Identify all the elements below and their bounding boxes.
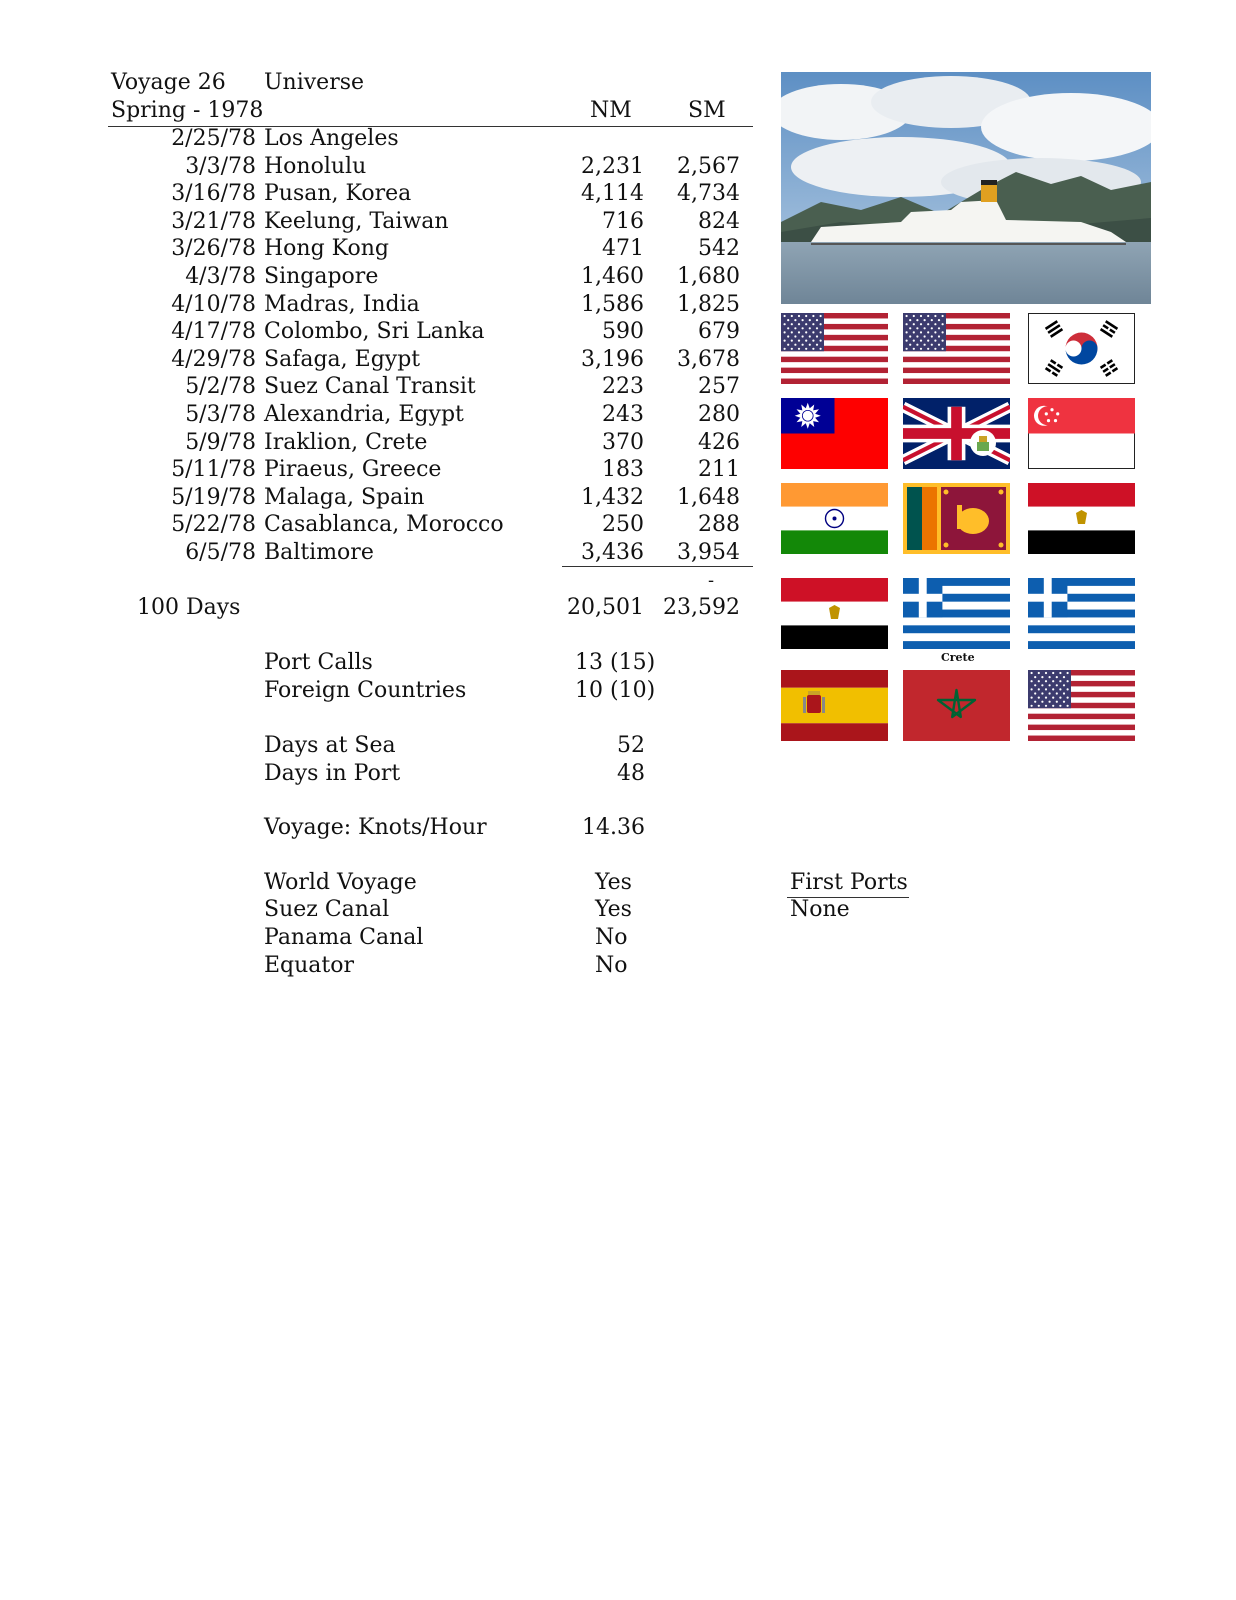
stat-value: 48 — [617, 761, 645, 786]
itinerary-port: Iraklion, Crete — [264, 430, 428, 455]
usa-flag-icon — [903, 313, 1010, 384]
itinerary-nm: 183 — [602, 457, 644, 482]
itinerary-date: 5/22/78 — [171, 512, 256, 537]
stat-label: Voyage: Knots/Hour — [264, 815, 487, 840]
itinerary-nm: 4,114 — [581, 181, 644, 206]
itinerary-nm: 3,436 — [581, 540, 644, 565]
stat-label: Foreign Countries — [264, 678, 467, 703]
itinerary-nm: 716 — [602, 209, 644, 234]
itinerary-date: 4/3/78 — [185, 264, 256, 289]
usa-flag-icon — [1028, 670, 1135, 741]
egypt-flag-icon — [1028, 483, 1135, 554]
itinerary-port: Casablanca, Morocco — [264, 512, 504, 537]
singapore-flag-icon — [1028, 398, 1135, 469]
taiwan-flag-icon — [781, 398, 888, 469]
itinerary-port: Safaga, Egypt — [264, 347, 421, 372]
voyage-season: Spring - 1978 — [111, 98, 264, 123]
stat-label: Port Calls — [264, 650, 373, 675]
itinerary-nm: 471 — [602, 236, 644, 261]
itinerary-nm: 223 — [602, 374, 644, 399]
stat-value: 14.36 — [582, 815, 645, 840]
itinerary-sm: 542 — [698, 236, 740, 261]
itinerary-nm: 3,196 — [581, 347, 644, 372]
sm-total-dash: - — [708, 570, 715, 591]
stat-label: Days in Port — [264, 761, 401, 786]
spain-flag-icon — [781, 670, 888, 741]
itinerary-date: 3/16/78 — [171, 181, 256, 206]
itinerary-date: 4/29/78 — [171, 347, 256, 372]
stat-label: Panama Canal — [264, 925, 424, 950]
itinerary-port: Baltimore — [264, 540, 374, 565]
usa-flag-icon — [781, 313, 888, 384]
itinerary-nm: 1,432 — [581, 485, 644, 510]
itinerary-sm: 426 — [698, 430, 740, 455]
itinerary-sm: 2,567 — [677, 154, 740, 179]
itinerary-sm: 211 — [698, 457, 740, 482]
itinerary-date: 4/17/78 — [171, 319, 256, 344]
total-days: 100 Days — [137, 595, 241, 620]
total-sm: 23,592 — [663, 595, 740, 620]
itinerary-sm: 824 — [698, 209, 740, 234]
itinerary-sm: 3,678 — [677, 347, 740, 372]
stat-value: 13 (15) — [575, 650, 656, 675]
itinerary-sm: 280 — [698, 402, 740, 427]
itinerary-nm: 243 — [602, 402, 644, 427]
itinerary-port: Los Angeles — [264, 126, 399, 151]
itinerary-port: Keelung, Taiwan — [264, 209, 449, 234]
itinerary-sm: 1,825 — [677, 292, 740, 317]
ship-photo — [781, 72, 1151, 304]
itinerary-date: 5/9/78 — [185, 430, 256, 455]
stat-value: 10 (10) — [575, 678, 656, 703]
itinerary-port: Honolulu — [264, 154, 367, 179]
stat-label: Equator — [264, 953, 355, 978]
itinerary-sm: 4,734 — [677, 181, 740, 206]
morocco-flag-icon — [903, 670, 1010, 741]
itinerary-port: Madras, India — [264, 292, 420, 317]
itinerary-nm: 250 — [602, 512, 644, 537]
voyage-number: Voyage 26 — [111, 70, 226, 95]
itinerary-sm: 679 — [698, 319, 740, 344]
itinerary-date: 3/21/78 — [171, 209, 256, 234]
stat-value: 52 — [617, 733, 645, 758]
sm-column-header: SM — [688, 98, 726, 123]
itinerary-date: 5/19/78 — [171, 485, 256, 510]
stat-label: Days at Sea — [264, 733, 396, 758]
itinerary-port: Pusan, Korea — [264, 181, 412, 206]
itinerary-date: 4/10/78 — [171, 292, 256, 317]
stat-value: No — [595, 925, 628, 950]
itinerary-sm: 1,680 — [677, 264, 740, 289]
stat-value: Yes — [595, 897, 632, 922]
sri-lanka-flag-icon — [903, 483, 1010, 554]
itinerary-port: Singapore — [264, 264, 379, 289]
itinerary-sm: 1,648 — [677, 485, 740, 510]
itinerary-nm: 590 — [602, 319, 644, 344]
india-flag-icon — [781, 483, 888, 554]
hong-kong-colonial-flag-icon — [903, 398, 1010, 469]
itinerary-port: Suez Canal Transit — [264, 374, 476, 399]
itinerary-date: 6/5/78 — [185, 540, 256, 565]
total-nm: 20,501 — [567, 595, 644, 620]
itinerary-port: Alexandria, Egypt — [264, 402, 464, 427]
itinerary-port: Colombo, Sri Lanka — [264, 319, 485, 344]
flag-caption: Crete — [941, 651, 975, 664]
itinerary-port: Hong Kong — [264, 236, 390, 261]
itinerary-nm: 2,231 — [581, 154, 644, 179]
itinerary-nm: 1,460 — [581, 264, 644, 289]
first-ports-heading: First Ports — [790, 870, 908, 895]
greece-flag-icon — [1028, 578, 1135, 649]
itinerary-date: 5/11/78 — [171, 457, 256, 482]
itinerary-sm: 257 — [698, 374, 740, 399]
itinerary-port: Piraeus, Greece — [264, 457, 442, 482]
itinerary-date: 5/3/78 — [185, 402, 256, 427]
itinerary-sm: 288 — [698, 512, 740, 537]
itinerary-port: Malaga, Spain — [264, 485, 425, 510]
stat-value: Yes — [595, 870, 632, 895]
itinerary-nm: 1,586 — [581, 292, 644, 317]
stat-label: World Voyage — [264, 870, 417, 895]
itinerary-sm: 3,954 — [677, 540, 740, 565]
ship-name: Universe — [264, 70, 365, 95]
itinerary-date: 2/25/78 — [171, 126, 256, 151]
first-ports-value: None — [790, 897, 850, 922]
stat-label: Suez Canal — [264, 897, 390, 922]
itinerary-nm: 370 — [602, 430, 644, 455]
egypt-flag-icon — [781, 578, 888, 649]
itinerary-date: 5/2/78 — [185, 374, 256, 399]
south-korea-flag-icon — [1028, 313, 1135, 384]
nm-column-header: NM — [590, 98, 632, 123]
itinerary-date: 3/3/78 — [185, 154, 256, 179]
totals-rule — [562, 566, 753, 567]
stat-value: No — [595, 953, 628, 978]
itinerary-date: 3/26/78 — [171, 236, 256, 261]
greece-flag-icon — [903, 578, 1010, 649]
